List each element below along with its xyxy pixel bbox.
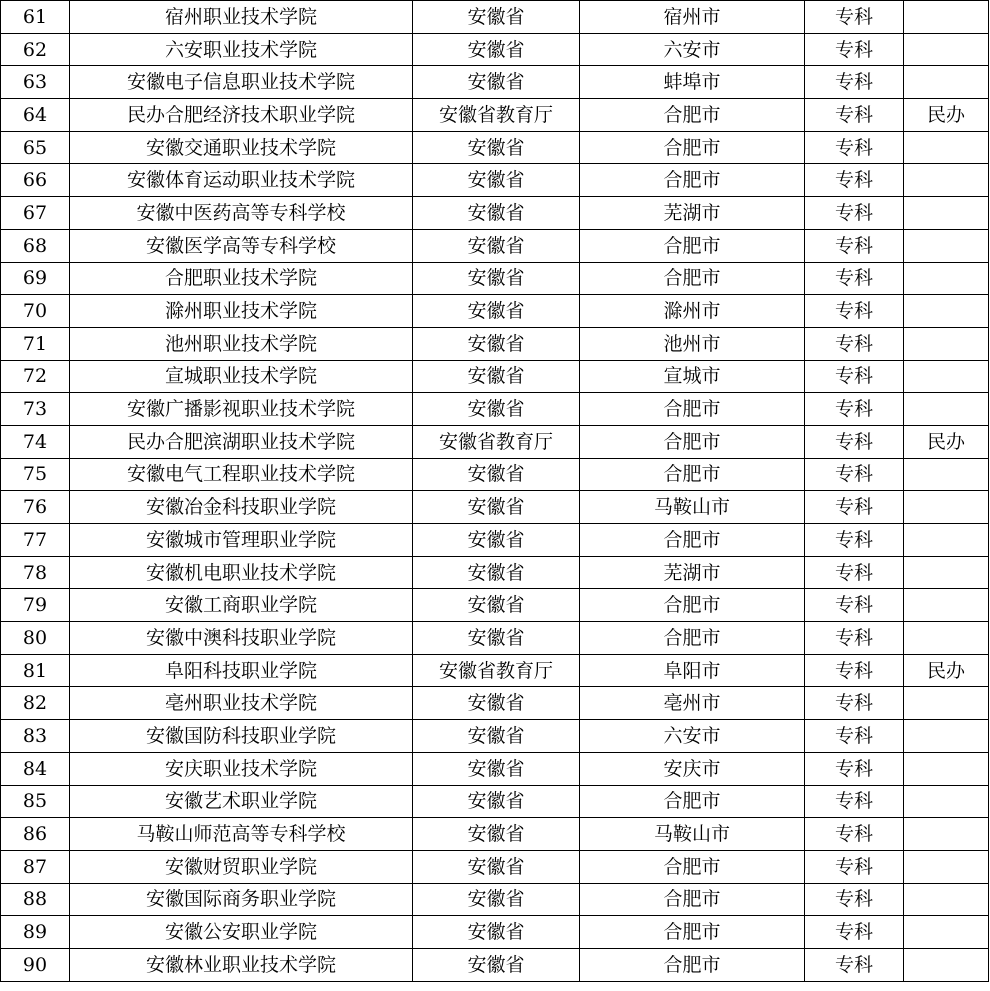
table-row [1,197,989,230]
note-cell [904,295,989,328]
note-cell [904,524,989,557]
table-row [1,393,989,426]
table-row [1,916,989,949]
table-row [1,752,989,785]
institution-name-cell: 安徽艺术职业学院 [70,785,413,818]
city-cell: 合肥市 [580,425,805,458]
note-cell [904,948,989,981]
authority-cell: 安徽省 [413,556,580,589]
table-row [1,589,989,622]
table-row [1,131,989,164]
row-number-cell: 62 [1,33,70,66]
education-level-cell: 专科 [805,622,904,655]
table-row [1,164,989,197]
note-cell [904,131,989,164]
institution-name-cell: 安徽体育运动职业技术学院 [70,164,413,197]
row-number-cell: 82 [1,687,70,720]
institution-name-cell: 安徽国防科技职业学院 [70,720,413,753]
institution-name-cell: 合肥职业技术学院 [70,262,413,295]
row-number-cell: 78 [1,556,70,589]
row-number-cell: 81 [1,654,70,687]
authority-cell: 安徽省 [413,327,580,360]
authority-cell: 安徽省 [413,916,580,949]
row-number-cell: 70 [1,295,70,328]
education-level-cell: 专科 [805,850,904,883]
education-level-cell: 专科 [805,524,904,557]
institution-name-cell: 安徽广播影视职业技术学院 [70,393,413,426]
institution-name-cell: 安徽医学高等专科学校 [70,229,413,262]
institution-name-cell: 安徽财贸职业学院 [70,850,413,883]
note-cell [904,916,989,949]
row-number-cell: 69 [1,262,70,295]
education-level-cell: 专科 [805,131,904,164]
authority-cell: 安徽省 [413,948,580,981]
note-cell [904,883,989,916]
row-number-cell: 90 [1,948,70,981]
table-row [1,229,989,262]
authority-cell: 安徽省 [413,589,580,622]
authority-cell: 安徽省 [413,393,580,426]
education-level-cell: 专科 [805,916,904,949]
row-number-cell: 80 [1,622,70,655]
table-row [1,654,989,687]
row-number-cell: 76 [1,491,70,524]
table-row [1,360,989,393]
institution-name-cell: 宣城职业技术学院 [70,360,413,393]
row-number-cell: 71 [1,327,70,360]
note-cell [904,164,989,197]
table-row [1,622,989,655]
education-level-cell: 专科 [805,327,904,360]
authority-cell: 安徽省教育厅 [413,99,580,132]
row-number-cell: 64 [1,99,70,132]
row-number-cell: 85 [1,785,70,818]
institution-name-cell: 安徽冶金科技职业学院 [70,491,413,524]
table-row [1,948,989,981]
authority-cell: 安徽省 [413,622,580,655]
education-level-cell: 专科 [805,393,904,426]
table-row [1,458,989,491]
authority-cell: 安徽省 [413,752,580,785]
education-level-cell: 专科 [805,1,904,34]
education-level-cell: 专科 [805,687,904,720]
note-cell [904,66,989,99]
authority-cell: 安徽省 [413,785,580,818]
city-cell: 马鞍山市 [580,491,805,524]
row-number-cell: 87 [1,850,70,883]
city-cell: 马鞍山市 [580,818,805,851]
education-level-cell: 专科 [805,164,904,197]
city-cell: 亳州市 [580,687,805,720]
city-cell: 池州市 [580,327,805,360]
table-row [1,66,989,99]
institution-name-cell: 安徽中澳科技职业学院 [70,622,413,655]
city-cell: 合肥市 [580,393,805,426]
row-number-cell: 84 [1,752,70,785]
city-cell: 芜湖市 [580,197,805,230]
city-cell: 蚌埠市 [580,66,805,99]
table-row [1,1,989,34]
table-row [1,556,989,589]
note-cell [904,197,989,230]
table-row [1,687,989,720]
institution-name-cell: 安徽公安职业学院 [70,916,413,949]
authority-cell: 安徽省教育厅 [413,654,580,687]
city-cell: 芜湖市 [580,556,805,589]
city-cell: 合肥市 [580,589,805,622]
authority-cell: 安徽省 [413,66,580,99]
institution-name-cell: 安徽电气工程职业技术学院 [70,458,413,491]
institution-name-cell: 马鞍山师范高等专科学校 [70,818,413,851]
city-cell: 合肥市 [580,99,805,132]
authority-cell: 安徽省 [413,295,580,328]
education-level-cell: 专科 [805,654,904,687]
note-cell [904,589,989,622]
row-number-cell: 88 [1,883,70,916]
city-cell: 滁州市 [580,295,805,328]
education-level-cell: 专科 [805,948,904,981]
education-level-cell: 专科 [805,262,904,295]
institution-name-cell: 池州职业技术学院 [70,327,413,360]
authority-cell: 安徽省 [413,164,580,197]
institution-name-cell: 安徽电子信息职业技术学院 [70,66,413,99]
note-cell: 民办 [904,425,989,458]
authority-cell: 安徽省 [413,818,580,851]
city-cell: 合肥市 [580,850,805,883]
education-level-cell: 专科 [805,229,904,262]
education-level-cell: 专科 [805,99,904,132]
table-row [1,33,989,66]
institution-name-cell: 安徽交通职业技术学院 [70,131,413,164]
note-cell [904,33,989,66]
row-number-cell: 77 [1,524,70,557]
authority-cell: 安徽省 [413,883,580,916]
row-number-cell: 75 [1,458,70,491]
education-level-cell: 专科 [805,752,904,785]
institution-name-cell: 民办合肥滨湖职业技术学院 [70,425,413,458]
note-cell [904,752,989,785]
table-row [1,524,989,557]
table-row [1,99,989,132]
note-cell: 民办 [904,654,989,687]
authority-cell: 安徽省 [413,197,580,230]
education-level-cell: 专科 [805,197,904,230]
authority-cell: 安徽省 [413,491,580,524]
note-cell [904,818,989,851]
note-cell [904,850,989,883]
education-level-cell: 专科 [805,66,904,99]
institution-name-cell: 安徽机电职业技术学院 [70,556,413,589]
education-level-cell: 专科 [805,720,904,753]
note-cell [904,360,989,393]
row-number-cell: 79 [1,589,70,622]
note-cell [904,1,989,34]
row-number-cell: 72 [1,360,70,393]
institution-name-cell: 安庆职业技术学院 [70,752,413,785]
city-cell: 合肥市 [580,164,805,197]
city-cell: 合肥市 [580,785,805,818]
note-cell [904,720,989,753]
authority-cell: 安徽省 [413,360,580,393]
row-number-cell: 68 [1,229,70,262]
note-cell [904,327,989,360]
authority-cell: 安徽省 [413,850,580,883]
note-cell [904,622,989,655]
city-cell: 六安市 [580,33,805,66]
note-cell [904,229,989,262]
table-row [1,883,989,916]
authority-cell: 安徽省 [413,262,580,295]
city-cell: 安庆市 [580,752,805,785]
note-cell [904,556,989,589]
row-number-cell: 86 [1,818,70,851]
city-cell: 合肥市 [580,131,805,164]
note-cell [904,458,989,491]
table-row [1,262,989,295]
authority-cell: 安徽省 [413,33,580,66]
table-row [1,850,989,883]
city-cell: 合肥市 [580,622,805,655]
city-cell: 六安市 [580,720,805,753]
row-number-cell: 66 [1,164,70,197]
institution-name-cell: 六安职业技术学院 [70,33,413,66]
table-row [1,720,989,753]
education-level-cell: 专科 [805,589,904,622]
row-number-cell: 74 [1,425,70,458]
table-row [1,425,989,458]
city-cell: 合肥市 [580,524,805,557]
education-level-cell: 专科 [805,33,904,66]
note-cell [904,491,989,524]
education-level-cell: 专科 [805,491,904,524]
row-number-cell: 65 [1,131,70,164]
institution-name-cell: 安徽国际商务职业学院 [70,883,413,916]
institution-name-cell: 安徽林业职业技术学院 [70,948,413,981]
education-level-cell: 专科 [805,818,904,851]
city-cell: 合肥市 [580,262,805,295]
authority-cell: 安徽省 [413,524,580,557]
education-level-cell: 专科 [805,883,904,916]
row-number-cell: 61 [1,1,70,34]
city-cell: 合肥市 [580,458,805,491]
note-cell [904,262,989,295]
table-row [1,785,989,818]
city-cell: 宿州市 [580,1,805,34]
institution-name-cell: 安徽中医药高等专科学校 [70,197,413,230]
row-number-cell: 89 [1,916,70,949]
education-level-cell: 专科 [805,295,904,328]
city-cell: 宣城市 [580,360,805,393]
authority-cell: 安徽省 [413,720,580,753]
table-row [1,818,989,851]
table-row [1,327,989,360]
authority-cell: 安徽省教育厅 [413,425,580,458]
row-number-cell: 63 [1,66,70,99]
row-number-cell: 67 [1,197,70,230]
authority-cell: 安徽省 [413,687,580,720]
note-cell: 民办 [904,99,989,132]
education-level-cell: 专科 [805,425,904,458]
institution-name-cell: 阜阳科技职业学院 [70,654,413,687]
authority-cell: 安徽省 [413,458,580,491]
institution-name-cell: 宿州职业技术学院 [70,1,413,34]
institution-name-cell: 滁州职业技术学院 [70,295,413,328]
institution-name-cell: 安徽城市管理职业学院 [70,524,413,557]
note-cell [904,687,989,720]
table-row [1,295,989,328]
city-cell: 合肥市 [580,883,805,916]
table-body [1,1,989,982]
education-level-cell: 专科 [805,785,904,818]
education-level-cell: 专科 [805,458,904,491]
authority-cell: 安徽省 [413,229,580,262]
row-number-cell: 83 [1,720,70,753]
institution-name-cell: 亳州职业技术学院 [70,687,413,720]
authority-cell: 安徽省 [413,131,580,164]
table-row [1,491,989,524]
row-number-cell: 73 [1,393,70,426]
institution-name-cell: 安徽工商职业学院 [70,589,413,622]
authority-cell: 安徽省 [413,1,580,34]
education-level-cell: 专科 [805,360,904,393]
city-cell: 合肥市 [580,229,805,262]
education-level-cell: 专科 [805,556,904,589]
note-cell [904,393,989,426]
institution-name-cell: 民办合肥经济技术职业学院 [70,99,413,132]
city-cell: 阜阳市 [580,654,805,687]
city-cell: 合肥市 [580,916,805,949]
city-cell: 合肥市 [580,948,805,981]
note-cell [904,785,989,818]
